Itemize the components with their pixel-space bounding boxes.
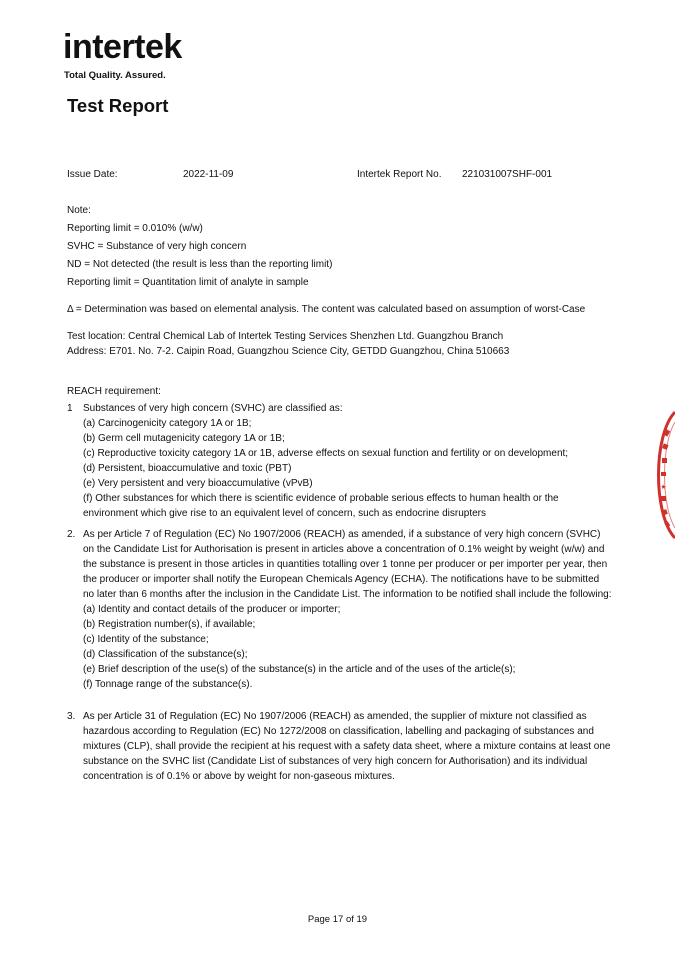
item-number: 2. [67, 529, 76, 540]
list-item: (f) Tonnage range of the substance(s). [83, 679, 253, 690]
reach-item-2 [67, 527, 612, 692]
reach-item-3 [67, 709, 612, 784]
note-line: Reporting limit = Quantitation limit of analyte in sample [67, 277, 309, 288]
list-item: (f) Other substances for which there is scientific evidence of probable serious effects to human health or the environment which give rise to an equivalent level of concern, such as endocrine disrupters [83, 493, 559, 519]
list-item: (e) Brief description of the use(s) of the substance(s) in the article and of the uses of the article(s); [83, 664, 516, 675]
test-address: Address: E701. No. 7-2. Caipin Road, Guangzhou Science City, GETDD Guangzhou, China 510663 [67, 346, 510, 357]
list-item: (b) Germ cell mutagenicity category 1A or 1B; [83, 433, 285, 444]
list-item: (c) Identity of the substance; [83, 634, 209, 645]
notes-heading: Note: [67, 205, 91, 216]
list-item: (d) Persistent, bioaccumulative and toxic (PBT) [83, 463, 292, 474]
list-item: (a) Identity and contact details of the producer or importer; [83, 604, 341, 615]
logo-tagline: Total Quality. Assured. [64, 70, 166, 81]
report-no-label: Intertek Report No. [357, 169, 442, 180]
issue-date-label: Issue Date: [67, 169, 118, 180]
item-text: As per Article 31 of Regulation (EC) No 1907/2006 (REACH) as amended, the supplier of mixture not classified as hazardous according to Regulation (EC) No 1272/2008 on classification, labelling and packaging of substances and mixtures (CLP), shall provide the recipient at his request with a safety data sheet, where a mixture contains at least one substance on the SVHC list (Candidate List of substances of very high concern for Authorisation) and its individual concentration is of 0.1% or above by weight for non-gaseous mixtures. [83, 711, 611, 782]
test-location: Test location: Central Chemical Lab of Intertek Testing Services Shenzhen Ltd. Guangzhou Branch [67, 331, 504, 342]
item-intro: Substances of very high concern (SVHC) are classified as: [83, 403, 343, 414]
list-item: (c) Reproductive toxicity category 1A or 1B, adverse effects on sexual function and fertility or on development; [83, 448, 569, 459]
issue-date-value: 2022-11-09 [183, 169, 234, 180]
note-line: ND = Not detected (the result is less than the reporting limit) [67, 259, 333, 270]
reach-item-1 [67, 401, 612, 521]
official-stamp [645, 410, 675, 540]
note-line: SVHC = Substance of very high concern [67, 241, 247, 252]
determination-note: Δ = Determination was based on elemental analysis. The content was calculated based on assumption of worst-Case [67, 304, 586, 315]
list-item: (e) Very persistent and very bioaccumulative (vPvB) [83, 478, 313, 489]
item-text: As per Article 7 of Regulation (EC) No 1907/2006 (REACH) as amended, if a substance of very high concern (SVHC) on the Candidate List for Authorisation is present in articles above a concentration of 0.1% weight by weight (w/w) and the substance is present in those articles in quantities totalling over 1 tonne per producer or per importer per year, then the producer or importer shall notify the European Chemicals Agency (ECHA). The notifications have to be submitted no later than 6 months after the inclusion in the Candidate List. The information to be notified shall include the following: [83, 529, 612, 600]
list-item: (a) Carcinogenicity category 1A or 1B; [83, 418, 252, 429]
list-item: (b) Registration number(s), if available; [83, 619, 256, 630]
intertek-logo: intertek [63, 28, 182, 66]
note-line: Reporting limit = 0.010% (w/w) [67, 223, 203, 234]
item-number: 1 [67, 403, 73, 414]
page-number: Page 17 of 19 [307, 914, 368, 925]
item-number: 3. [67, 711, 76, 722]
list-item: (d) Classification of the substance(s); [83, 649, 248, 660]
page-title: Test Report [67, 95, 169, 116]
reach-heading: REACH requirement: [67, 386, 161, 397]
stamp-graphic [645, 410, 675, 540]
report-no-value: 221031007SHF-001 [462, 169, 553, 180]
